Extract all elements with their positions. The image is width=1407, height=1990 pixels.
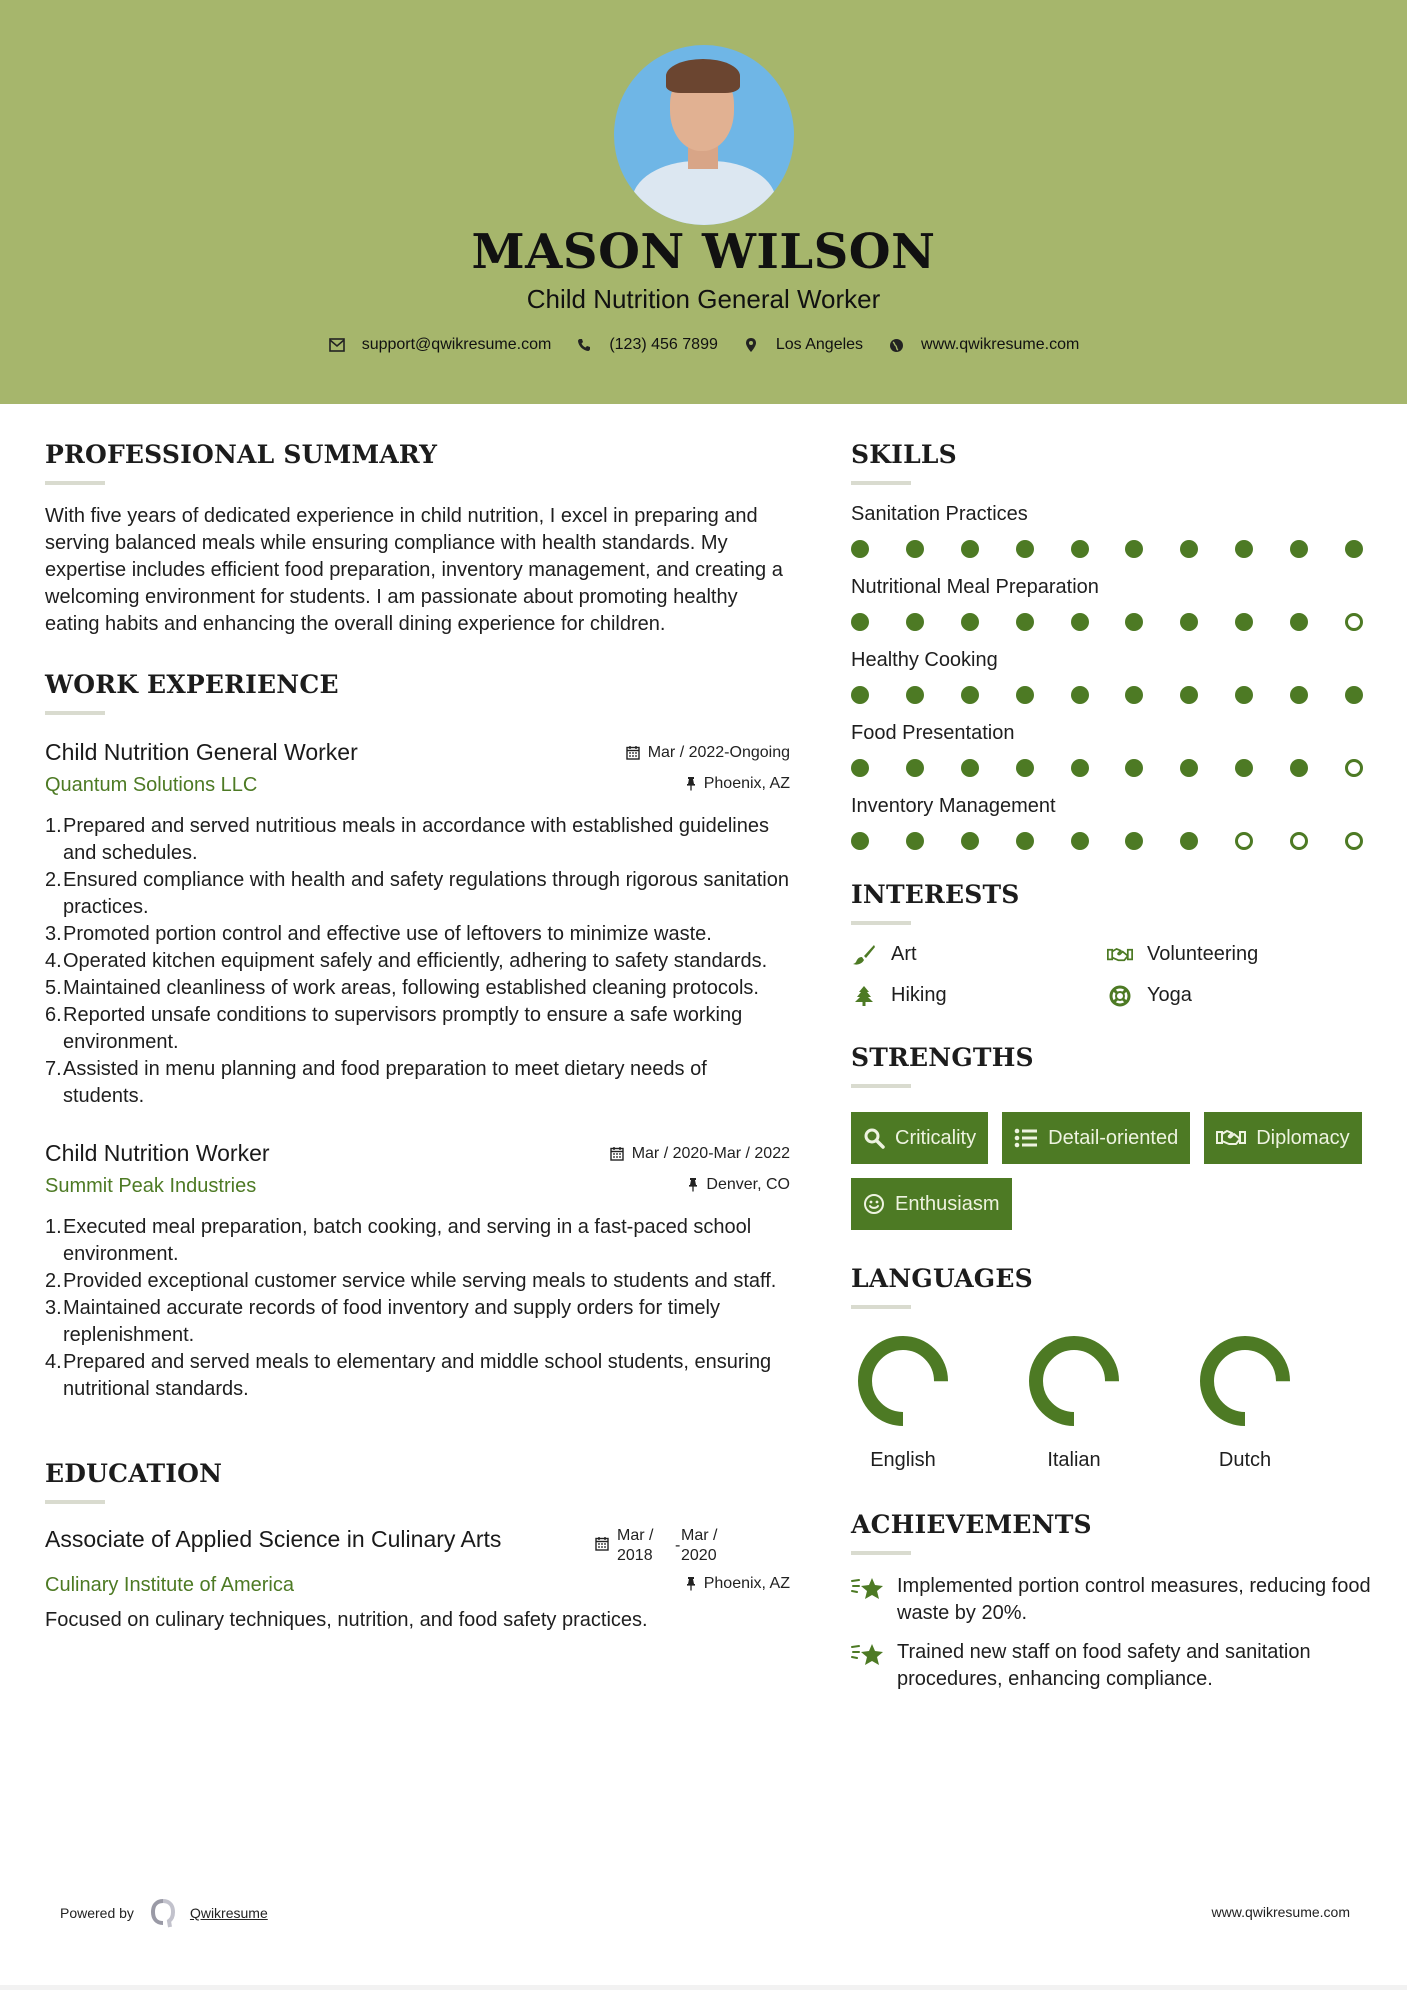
skill-item xyxy=(851,722,1371,777)
strength-badge-enthusiasm xyxy=(851,1178,1012,1230)
skill-rating xyxy=(851,686,1363,704)
handshake-icon xyxy=(1107,944,1133,966)
strengths-section xyxy=(851,1043,1371,1230)
section-divider xyxy=(851,1084,911,1088)
powered-by xyxy=(60,1898,268,1928)
section-title-strengths: STRENGTHS xyxy=(851,1043,1034,1072)
envelope-icon xyxy=(328,336,346,354)
rating-dot-empty xyxy=(1345,832,1363,850)
strength-label: Enthusiasm xyxy=(895,1192,1000,1215)
rating-dot-filled xyxy=(851,686,869,704)
smile-icon xyxy=(863,1193,885,1215)
bullet-item: 4. Prepared and served meals to elementary and middle school students, ensuring nutritional standards. xyxy=(45,1351,772,1400)
skill-item xyxy=(851,503,1371,558)
bullet-item: 1. Executed meal preparation, batch cooking, and serving in a fast-paced school environment. xyxy=(45,1216,752,1265)
interest-label: Yoga xyxy=(1147,984,1192,1006)
job-dates-text: Mar / 2020-Mar / 2022 xyxy=(631,1144,790,1162)
section-divider xyxy=(45,481,105,485)
skill-rating xyxy=(851,832,1363,850)
interest-item-art xyxy=(851,943,1107,966)
skill-rating xyxy=(851,613,1363,631)
rating-dot-filled xyxy=(1125,759,1143,777)
rating-dot-filled xyxy=(1125,686,1143,704)
pushpin-icon xyxy=(686,1576,696,1591)
bottom-border xyxy=(0,1985,1407,1990)
rating-dot-filled xyxy=(906,540,924,558)
languages-section xyxy=(851,1264,1371,1472)
achievement-item xyxy=(851,1573,1371,1627)
date-separator: - xyxy=(675,1537,681,1554)
rating-dot-filled xyxy=(851,613,869,631)
rating-dot-empty xyxy=(1345,613,1363,631)
education-description: Focused on culinary techniques, nutrition, and food safety practices. xyxy=(45,1609,648,1631)
footer-website[interactable]: www.qwikresume.com xyxy=(1211,1904,1350,1920)
skill-name: Food Presentation xyxy=(851,722,1015,744)
contact-location-text: Los Angeles xyxy=(775,336,864,353)
language-item xyxy=(851,1335,1022,1472)
resume-header xyxy=(0,0,1407,404)
section-title-achievements: ACHIEVEMENTS xyxy=(851,1510,1092,1539)
right-column xyxy=(851,440,1371,1693)
education-dates xyxy=(595,1526,790,1566)
summary-text: With five years of dedicated experience in child nutrition, I excel in preparing and serving balanced meals while ensuring compliance with health standards. My expertise includes efficient food preparation, inventory management, and creating a welcoming environment for students. I am passionate about promoting healthy eating habits and enhancing the overall dining experience for children. xyxy=(45,505,783,635)
tree-icon xyxy=(851,985,877,1007)
rating-dot-filled xyxy=(1235,686,1253,704)
footer xyxy=(0,1890,1407,1930)
interest-item-volunteering xyxy=(1107,943,1363,966)
education-start: Mar / 2018 xyxy=(617,1527,654,1564)
rating-dot-filled xyxy=(1125,540,1143,558)
rating-dot-filled xyxy=(1016,613,1034,631)
rating-dot-filled xyxy=(1016,540,1034,558)
experience-section xyxy=(45,670,790,1403)
section-divider xyxy=(851,921,911,925)
shooting-star-icon xyxy=(851,1641,887,1693)
bullet-item: 2. Ensured compliance with health and safety regulations through rigorous sanitation practices. xyxy=(45,869,789,918)
job-title: Child Nutrition General Worker xyxy=(45,739,358,765)
rating-dot-filled xyxy=(1125,613,1143,631)
rating-dot-filled xyxy=(1180,832,1198,850)
section-title-languages: LANGUAGES xyxy=(851,1264,1033,1293)
pushpin-icon xyxy=(686,776,696,791)
pushpin-icon xyxy=(688,1177,698,1192)
strength-label: Diplomacy xyxy=(1256,1126,1350,1149)
avatar-shirt xyxy=(632,161,776,225)
bullet-item: 3. Maintained accurate records of food inventory and supply orders for timely replenishment. xyxy=(45,1297,721,1346)
job-dates xyxy=(626,744,790,762)
shooting-star-icon xyxy=(851,1575,887,1627)
language-name: Dutch xyxy=(1218,1449,1272,1471)
language-progress-ring xyxy=(1199,1335,1291,1427)
search-icon xyxy=(863,1127,885,1149)
languages-list xyxy=(851,1335,1371,1472)
calendar-icon xyxy=(626,745,640,760)
job-entry xyxy=(45,739,790,1110)
skill-rating xyxy=(851,759,1363,777)
left-column xyxy=(45,440,790,1634)
interests-list xyxy=(851,943,1371,1007)
calendar-icon xyxy=(610,1146,624,1161)
rating-dot-filled xyxy=(851,759,869,777)
achievement-text: Trained new staff on food safety and sanitation procedures, enhancing compliance. xyxy=(897,1641,1311,1690)
map-marker-icon xyxy=(742,336,760,354)
rating-dot-filled xyxy=(1071,613,1089,631)
job-title: Child Nutrition Worker xyxy=(45,1140,270,1166)
bullet-item: 2. Provided exceptional customer service while serving meals to students and staff. xyxy=(45,1270,777,1292)
rating-dot-filled xyxy=(961,832,979,850)
rating-dot-filled xyxy=(1125,832,1143,850)
rating-dot-filled xyxy=(1180,540,1198,558)
achievement-item xyxy=(851,1639,1371,1693)
achievements-section xyxy=(851,1510,1371,1693)
bullet-item: 3. Promoted portion control and effective use of leftovers to minimize waste. xyxy=(45,923,712,945)
rating-dot-filled xyxy=(1071,540,1089,558)
rating-dot-filled xyxy=(1016,759,1034,777)
language-item xyxy=(1022,1335,1193,1472)
achievement-text: Implemented portion control measures, reducing food waste by 20%. xyxy=(897,1575,1371,1624)
strength-label: Criticality xyxy=(895,1126,977,1149)
rating-dot-filled xyxy=(906,759,924,777)
section-divider xyxy=(45,711,105,715)
rating-dot-filled xyxy=(906,613,924,631)
avatar xyxy=(614,45,794,225)
contact-website-text: www.qwikresume.com xyxy=(921,336,1080,353)
strength-badge-criticality xyxy=(851,1112,988,1164)
degree-title: Associate of Applied Science in Culinary Arts xyxy=(45,1526,502,1552)
contact-email-text: support@qwikresume.com xyxy=(361,336,552,353)
qwikresume-link[interactable]: Qwikresume xyxy=(189,1905,268,1921)
contact-bar xyxy=(0,336,1407,354)
skill-name: Inventory Management xyxy=(851,795,1056,817)
skill-name: Sanitation Practices xyxy=(851,503,1028,525)
section-divider xyxy=(851,481,911,485)
rating-dot-filled xyxy=(1290,759,1308,777)
qwikresume-logo-icon xyxy=(150,1898,176,1928)
interest-item-yoga xyxy=(1107,984,1363,1007)
rating-dot-filled xyxy=(1180,613,1198,631)
contact-phone[interactable] xyxy=(575,336,718,354)
education-location xyxy=(686,1575,790,1593)
list-icon xyxy=(1014,1128,1038,1148)
section-title-education: EDUCATION xyxy=(45,1459,223,1488)
rating-dot-filled xyxy=(961,613,979,631)
paintbrush-icon xyxy=(851,944,877,966)
job-bullets xyxy=(45,813,790,1110)
candidate-name: MASON WILSON xyxy=(471,224,936,280)
rating-dot-filled xyxy=(1180,759,1198,777)
contact-location xyxy=(742,336,863,354)
bullet-item: 4. Operated kitchen equipment safely and efficiently, adhering to safety standards. xyxy=(45,950,768,972)
school-name: Culinary Institute of America xyxy=(45,1574,294,1596)
job-location xyxy=(686,775,790,793)
rating-dot-filled xyxy=(851,540,869,558)
company-name: Quantum Solutions LLC xyxy=(45,774,258,796)
rating-dot-filled xyxy=(1345,686,1363,704)
contact-email[interactable] xyxy=(328,336,552,354)
company-name: Summit Peak Industries xyxy=(45,1175,257,1197)
powered-by-label: Powered by xyxy=(60,1905,134,1921)
education-end: Mar / 2020 xyxy=(681,1527,718,1564)
bullet-item: 7. Assisted in menu planning and food preparation to meet dietary needs of students. xyxy=(45,1058,707,1107)
rating-dot-filled xyxy=(961,540,979,558)
interest-label: Art xyxy=(891,943,917,965)
interest-label: Volunteering xyxy=(1147,943,1259,965)
rating-dot-filled xyxy=(906,686,924,704)
calendar-icon xyxy=(595,1536,609,1551)
job-location-text: Phoenix, AZ xyxy=(703,774,790,792)
rating-dot-empty xyxy=(1235,832,1253,850)
rating-dot-filled xyxy=(906,832,924,850)
job-location-text: Denver, CO xyxy=(706,1175,790,1193)
skill-name: Healthy Cooking xyxy=(851,649,998,671)
phone-icon xyxy=(575,336,593,354)
rating-dot-filled xyxy=(1016,686,1034,704)
rating-dot-empty xyxy=(1345,759,1363,777)
section-title-experience: WORK EXPERIENCE xyxy=(45,670,339,699)
rating-dot-filled xyxy=(1290,540,1308,558)
language-item xyxy=(1193,1335,1364,1472)
contact-website[interactable] xyxy=(887,336,1079,354)
language-progress-ring xyxy=(1028,1335,1120,1427)
skills-list xyxy=(851,503,1371,850)
rating-dot-filled xyxy=(1235,759,1253,777)
rating-dot-filled xyxy=(1071,832,1089,850)
job-dates xyxy=(610,1145,790,1163)
language-name: Italian xyxy=(1047,1449,1101,1471)
rating-dot-filled xyxy=(961,759,979,777)
skills-section xyxy=(851,440,1371,850)
rating-dot-filled xyxy=(1290,613,1308,631)
skill-item xyxy=(851,649,1371,704)
job-dates-text: Mar / 2022-Ongoing xyxy=(647,743,790,761)
strengths-list xyxy=(851,1112,1371,1230)
rating-dot-filled xyxy=(1071,759,1089,777)
education-location-text: Phoenix, AZ xyxy=(703,1574,790,1592)
rating-dot-filled xyxy=(1071,686,1089,704)
globe-icon xyxy=(887,336,905,354)
job-entry xyxy=(45,1140,790,1403)
rating-dot-filled xyxy=(1345,540,1363,558)
rating-dot-filled xyxy=(1235,540,1253,558)
section-divider xyxy=(45,1500,105,1504)
section-divider xyxy=(851,1551,911,1555)
language-progress-ring xyxy=(857,1335,949,1427)
life-ring-icon xyxy=(1107,985,1133,1007)
strength-badge-detail-oriented xyxy=(1002,1112,1190,1164)
strength-badge-diplomacy xyxy=(1204,1112,1361,1164)
interest-label: Hiking xyxy=(891,984,947,1006)
rating-dot-filled xyxy=(1016,832,1034,850)
education-entry xyxy=(45,1524,790,1634)
skill-rating xyxy=(851,540,1363,558)
section-title-interests: INTERESTS xyxy=(851,880,1020,909)
section-title-skills: SKILLS xyxy=(851,440,957,469)
bullet-item: 6. Reported unsafe conditions to supervisors promptly to ensure a safe working environment. xyxy=(45,1004,743,1053)
rating-dot-filled xyxy=(1235,613,1253,631)
section-divider xyxy=(851,1305,911,1309)
rating-dot-filled xyxy=(851,832,869,850)
section-title-summary: PROFESSIONAL SUMMARY xyxy=(45,440,438,469)
contact-phone-text: (123) 456 7899 xyxy=(609,336,718,353)
summary-section xyxy=(45,440,790,638)
candidate-title: Child Nutrition General Worker xyxy=(526,284,881,314)
rating-dot-filled xyxy=(961,686,979,704)
rating-dot-filled xyxy=(1180,686,1198,704)
handshake-icon xyxy=(1216,1128,1246,1148)
rating-dot-empty xyxy=(1290,832,1308,850)
rating-dot-filled xyxy=(1290,686,1308,704)
bullet-item: 5. Maintained cleanliness of work areas, following established cleaning protocols. xyxy=(45,977,759,999)
interest-item-hiking xyxy=(851,984,1107,1007)
job-bullets xyxy=(45,1214,790,1403)
education-section xyxy=(45,1459,790,1634)
skill-name: Nutritional Meal Preparation xyxy=(851,576,1099,598)
job-location xyxy=(688,1176,790,1194)
language-name: English xyxy=(870,1449,936,1471)
strength-label: Detail-oriented xyxy=(1048,1126,1179,1149)
avatar-hair xyxy=(666,59,740,93)
skill-item xyxy=(851,795,1371,850)
skill-item xyxy=(851,576,1371,631)
interests-section xyxy=(851,880,1371,1007)
bullet-item: 1. Prepared and served nutritious meals in accordance with established guidelines and schedules. xyxy=(45,815,769,864)
